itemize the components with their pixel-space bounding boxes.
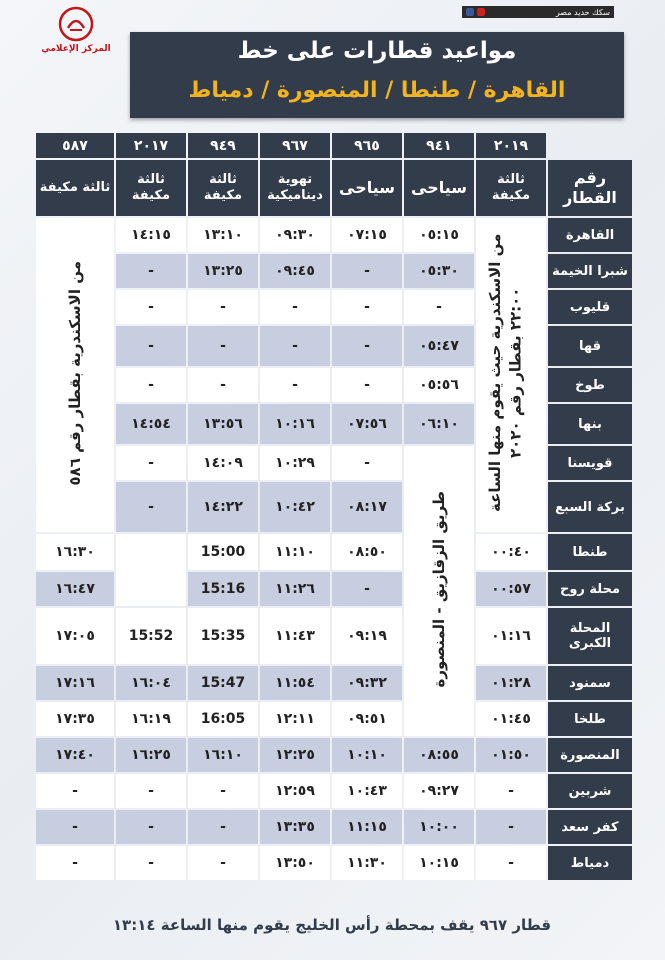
time-cell: ١١:١٠	[260, 534, 330, 570]
time-cell: -	[260, 368, 330, 402]
origin-note-text: من الاسكندرية بقطار رقم ٥٨٦	[65, 260, 84, 486]
route-note-text: طريق الزقازيق - المنصورة	[429, 490, 448, 688]
time-cell: ١٧:٣٥	[36, 702, 114, 736]
time-cell: ٠٩:٢٧	[404, 774, 474, 808]
time-cell: ١٣:٣٥	[260, 810, 330, 844]
time-cell: ٠٨:٥٠	[332, 534, 402, 570]
time-cell: ١٤:٢٢	[188, 482, 258, 532]
time-cell: -	[476, 846, 546, 880]
origin-note-text: من الاسكندرية حيث يقوم منها الساعة ٢٢:٠٠ بقطار رقم ٢٠٢٠	[486, 233, 525, 513]
time-cell: ١٧:٠٥	[36, 608, 114, 664]
train-type: ثالثة مكيفة	[476, 160, 546, 216]
time-cell: -	[188, 290, 258, 324]
logo-emblem-icon	[58, 6, 94, 42]
time-cell: -	[36, 846, 114, 880]
time-cell: ١٤:٠٩	[188, 446, 258, 480]
time-cell: ٠٩:٣٢	[332, 666, 402, 700]
time-cell: ١٦:٤٧	[36, 572, 114, 606]
time-cell: ٠٧:١٥	[332, 218, 402, 252]
footer-note: قطار ٩٦٧ يقف بمحطة رأس الخليج يقوم منها الساعة ١٣:١٤	[112, 916, 552, 934]
time-cell: 15:16	[188, 572, 258, 606]
time-cell: ١٦:١٩	[116, 702, 186, 736]
time-cell: -	[332, 446, 402, 480]
train-type: ثالثة مكيفة	[188, 160, 258, 216]
time-cell: ١١:١٥	[332, 810, 402, 844]
time-cell: -	[332, 326, 402, 366]
time-cell: ١٠:١٠	[332, 738, 402, 772]
time-cell	[116, 534, 186, 606]
station-name: بركة السبع	[548, 482, 632, 532]
time-cell: ٠٧:٥٦	[332, 404, 402, 444]
top-bar-label: سكك حديد مصر	[555, 7, 610, 17]
train-number: ٩٤١	[404, 133, 474, 158]
time-cell: ١٠:٠٠	[404, 810, 474, 844]
table-row	[36, 608, 632, 664]
train-number: ٩٦٧	[260, 133, 330, 158]
time-cell: -	[116, 368, 186, 402]
page-title: مواعيد قطارات على خط	[237, 38, 517, 64]
time-cell: ٠١:٥٠	[476, 738, 546, 772]
time-cell: ١٠:٢٩	[260, 446, 330, 480]
train-941-route-note	[404, 446, 474, 736]
youtube-icon[interactable]	[477, 8, 485, 16]
time-cell: ٠٥:٥٦	[404, 368, 474, 402]
station-name: المحلة الكبرى	[548, 608, 632, 664]
table-row	[36, 738, 632, 772]
time-cell: ٠٩:٣٠	[260, 218, 330, 252]
time-cell: 16:05	[188, 702, 258, 736]
time-cell: ٠٩:١٩	[332, 608, 402, 664]
time-cell: ٠١:٤٥	[476, 702, 546, 736]
time-cell: ١٢:١١	[260, 702, 330, 736]
time-cell: ٠٨:٥٥	[404, 738, 474, 772]
time-cell: ١٣:٥٦	[188, 404, 258, 444]
time-cell: ٠٠:٥٧	[476, 572, 546, 606]
time-cell: ١٧:١٦	[36, 666, 114, 700]
train-type: سياحى	[332, 160, 402, 216]
time-cell: -	[260, 326, 330, 366]
time-cell: -	[116, 446, 186, 480]
train-type: تهوية ديناميكية	[260, 160, 330, 216]
time-cell: ٠٠:٤٠	[476, 534, 546, 570]
time-cell: -	[116, 290, 186, 324]
time-cell: -	[332, 572, 402, 606]
header-number-row	[36, 133, 632, 158]
time-cell: -	[332, 254, 402, 288]
station-name: قها	[548, 326, 632, 366]
time-cell: ١٦:٣٠	[36, 534, 114, 570]
station-name: طوخ	[548, 368, 632, 402]
time-cell: ١٢:٥٩	[260, 774, 330, 808]
time-cell: ١٦:١٠	[188, 738, 258, 772]
time-cell: -	[404, 290, 474, 324]
time-cell: -	[332, 290, 402, 324]
time-cell: -	[188, 846, 258, 880]
time-cell: -	[332, 368, 402, 402]
time-cell: ١٠:١٥	[404, 846, 474, 880]
time-cell: ٠١:١٦	[476, 608, 546, 664]
station-name: بنها	[548, 404, 632, 444]
time-cell: -	[116, 810, 186, 844]
time-cell: -	[36, 810, 114, 844]
train-number: ٩٦٥	[332, 133, 402, 158]
station-name: سمنود	[548, 666, 632, 700]
time-cell: -	[116, 482, 186, 532]
table-row	[36, 702, 632, 736]
top-social-bar	[462, 6, 614, 18]
time-cell: ١٢:٢٥	[260, 738, 330, 772]
station-name: المنصورة	[548, 738, 632, 772]
title-panel	[130, 32, 624, 118]
time-cell: -	[188, 810, 258, 844]
train-schedule-table	[34, 131, 634, 882]
train-587-origin-note	[36, 218, 114, 532]
time-cell: ١٠:١٦	[260, 404, 330, 444]
time-cell: -	[260, 290, 330, 324]
media-center-logo	[34, 6, 118, 66]
train-number: ٩٤٩	[188, 133, 258, 158]
time-cell: -	[116, 774, 186, 808]
time-cell: ١١:٤٣	[260, 608, 330, 664]
header-corner-cell	[548, 133, 632, 158]
train-type: سياحى	[404, 160, 474, 216]
table-row	[36, 846, 632, 880]
table-row	[36, 774, 632, 808]
time-cell: -	[116, 254, 186, 288]
time-cell: ١٠:٤٣	[332, 774, 402, 808]
train-2019-origin-note	[476, 218, 546, 532]
table-row	[36, 810, 632, 844]
train-number: ٢٠١٩	[476, 133, 546, 158]
train-number: ٢٠١٧	[116, 133, 186, 158]
time-cell: ٠٩:٤٥	[260, 254, 330, 288]
table-row	[36, 218, 632, 252]
time-cell: 15:47	[188, 666, 258, 700]
header-type-row	[36, 160, 632, 216]
time-cell: ١٤:٥٤	[116, 404, 186, 444]
time-cell: ٠٥:٤٧	[404, 326, 474, 366]
station-name: طلخا	[548, 702, 632, 736]
time-cell: ١٣:٥٠	[260, 846, 330, 880]
time-cell: 15:35	[188, 608, 258, 664]
logo-text: المركز الإعلامي	[41, 44, 111, 54]
train-number: ٥٨٧	[36, 133, 114, 158]
social-icons	[466, 8, 485, 16]
table-row	[36, 534, 632, 570]
time-cell: ١١:٥٤	[260, 666, 330, 700]
time-cell: -	[116, 326, 186, 366]
time-cell: ٠٩:٥١	[332, 702, 402, 736]
time-cell: ١٣:١٠	[188, 218, 258, 252]
time-cell: ١٤:١٥	[116, 218, 186, 252]
time-cell: ١٦:٠٤	[116, 666, 186, 700]
time-cell: ٠٦:١٠	[404, 404, 474, 444]
station-name: كفر سعد	[548, 810, 632, 844]
time-cell: ١٠:٤٢	[260, 482, 330, 532]
time-cell: -	[476, 774, 546, 808]
station-name: دمياط	[548, 846, 632, 880]
time-cell: ٠٥:٣٠	[404, 254, 474, 288]
time-cell: -	[36, 774, 114, 808]
station-name: طنطا	[548, 534, 632, 570]
time-cell: -	[188, 326, 258, 366]
time-cell: ١٦:٢٥	[116, 738, 186, 772]
table-row	[36, 666, 632, 700]
station-name: القاهرة	[548, 218, 632, 252]
time-cell: 15:00	[188, 534, 258, 570]
time-cell: -	[188, 368, 258, 402]
station-name: شربين	[548, 774, 632, 808]
station-name: قويسنا	[548, 446, 632, 480]
time-cell: ٠٥:١٥	[404, 218, 474, 252]
route-subtitle: القاهرة / طنطا / المنصورة / دمياط	[188, 78, 566, 103]
time-cell: ٠١:٢٨	[476, 666, 546, 700]
time-cell: ٠٨:١٧	[332, 482, 402, 532]
time-cell: ١٣:٢٥	[188, 254, 258, 288]
time-cell: 15:52	[116, 608, 186, 664]
station-name: شبرا الخيمة	[548, 254, 632, 288]
train-number-label: رقم القطار	[548, 160, 632, 216]
train-type: ثالثة مكيفة	[116, 160, 186, 216]
time-cell: -	[188, 774, 258, 808]
station-name: قليوب	[548, 290, 632, 324]
train-type: ثالثة مكيفة	[36, 160, 114, 216]
facebook-icon[interactable]	[466, 8, 474, 16]
time-cell: ١١:٣٠	[332, 846, 402, 880]
time-cell: ١٧:٤٠	[36, 738, 114, 772]
station-name: محلة روح	[548, 572, 632, 606]
time-cell: -	[116, 846, 186, 880]
time-cell: -	[476, 810, 546, 844]
time-cell: ١١:٢٦	[260, 572, 330, 606]
